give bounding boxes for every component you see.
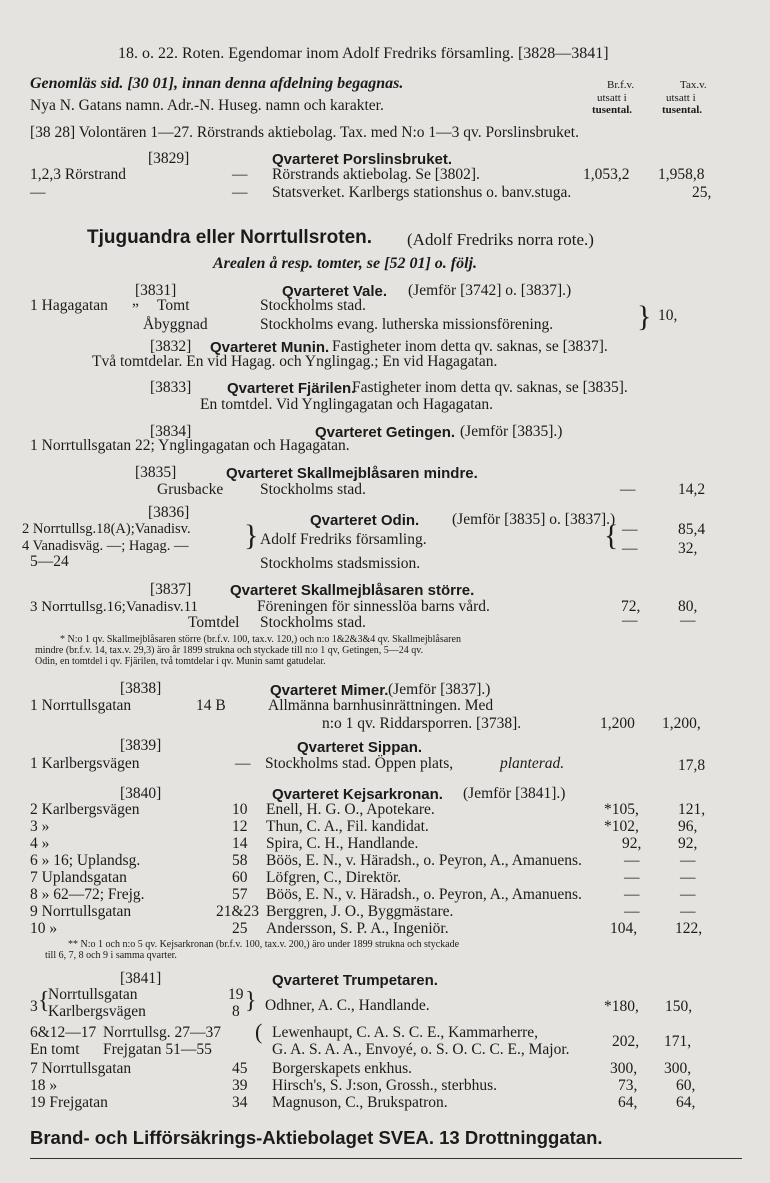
block-title-trumpetaren: Qvarteret Trumpetaren. [272, 972, 438, 989]
row-addr: 2 Karlbergsvägen [30, 801, 140, 818]
footnote-line: ** N:o 1 och n:o 5 qv. Kejsarkronan (br.f.v. 100, tax.v. 200,) äro under 1899 strukna och styckade [68, 939, 460, 950]
row-addr: 7 Norrtullsgatan [30, 1060, 132, 1077]
row-taxv: 121, [678, 801, 706, 818]
instruction-line: Genomläs sid. [30 01], innan denna afdelning begagnas. [30, 75, 404, 92]
block-ref-3834: [3834] [150, 423, 192, 440]
row-owner: Föreningen för sinnesslöa barns vård. [257, 598, 490, 615]
row-brfv: — [624, 869, 640, 886]
row-taxv: 1,958,8 [658, 166, 705, 183]
row-owner: Enell, H. G. O., Apotekare. [266, 801, 435, 818]
row-taxv: — [680, 903, 696, 920]
row-owner: Statsverket. Karlbergs stationshus o. banv.stuga. [272, 184, 572, 201]
section-title: Tjuguandra eller Norrtullsroten. [87, 227, 373, 248]
block-note: (Jemför [3742] o. [3837].) [408, 282, 572, 299]
row-addr: 3 » [30, 818, 50, 835]
row-brfv: 300, [610, 1060, 638, 1077]
row-owner: Böös, E. N., v. Häradsh., o. Peyron, A., Amanuens. [266, 852, 582, 869]
column-labels: Nya N. Gatans namn. Adr.-N. Huseg. namn och karakter. [30, 97, 384, 114]
row-addr: 4 » [30, 835, 50, 852]
block-text: En tomtdel. Vid Ynglingagatan och Hagagatan. [200, 396, 494, 413]
row-addr: 4 Vanadisväg. —; Hagag. — [22, 538, 189, 554]
row-taxv: 171, [664, 1033, 692, 1050]
brace: } [245, 988, 257, 1014]
col-header-tusental-1: tusental. [592, 104, 633, 116]
row-owner: n:o 1 qv. Riddarsporren. [3738]. [322, 715, 522, 732]
block-title-sippan: Qvarteret Sippan. [297, 739, 423, 756]
row-addr: Norrtullsg. 27—37 [103, 1024, 221, 1041]
row-owner: Stockholms stadsmission. [260, 555, 421, 572]
footnote-line: till 6, 7, 8 och 9 i samma qvarter. [45, 950, 177, 961]
row-dash: — [680, 612, 696, 629]
row-dash: — [622, 612, 638, 629]
row-addr: 9 Norrtullsgatan [30, 903, 132, 920]
row-num: 19 [228, 986, 244, 1003]
block-ref-3839: [3839] [120, 737, 162, 754]
row-type: Åbyggnad [143, 316, 208, 333]
block-ref-3840: [3840] [120, 785, 162, 802]
row-owner: Stockholms evang. lutherska missionsförening. [260, 316, 554, 333]
row-owner: Lewenhaupt, C. A. S. C. E., Kammarherre, [272, 1024, 539, 1041]
row-brfv: *102, [604, 818, 639, 835]
row-brfv: *180, [604, 998, 639, 1015]
block-note: Fastigheter inom detta qv. saknas, se [3835]. [352, 379, 628, 396]
row-addr: 8 » 62—72; Frejg. [30, 886, 145, 903]
row-owner: Borgerskapets enkhus. [272, 1060, 413, 1077]
row-brfv: — [624, 903, 640, 920]
row-addr: 1 Karlbergsvägen [30, 755, 140, 772]
block-note: (Jemför [3835] o. [3837].) [452, 511, 616, 528]
ditto-mark: „ [132, 292, 139, 309]
block-ref-3836: [3836] [148, 504, 190, 521]
row-owner: Odhner, A. C., Handlande. [265, 997, 430, 1014]
entry-3828: [38 28] Volontären 1—27. Rörstrands aktiebolag. Tax. med N:o 1—3 qv. Porslinsbruket. [30, 124, 579, 141]
block-title-skallmej-mindre: Qvarteret Skallmejblåsaren mindre. [226, 465, 478, 482]
row-owner-italic: planterad. [500, 755, 565, 772]
block-ref-3841: [3841] [120, 970, 162, 987]
block-ref-3829: [3829] [148, 150, 190, 167]
row-taxv: 150, [665, 998, 693, 1015]
row-taxv: 25, [692, 184, 712, 201]
footnote-line: Odin, en tomtdel i qv. Fjärilen, två tomtdelar i qv. Munin samt gatudelar. [35, 656, 326, 667]
row-owner: Berggren, J. O., Byggmästare. [266, 903, 454, 920]
block-text: 1 Norrtullsgatan 22; Ynglingagatan och Hagagatan. [30, 437, 350, 454]
row-num: 34 [232, 1094, 248, 1111]
row-addr: Norrtullsgatan [48, 986, 138, 1003]
col-header-tusental-2: tusental. [662, 104, 703, 116]
row-taxv: 10, [658, 307, 678, 324]
block-title-vale: Qvarteret Vale. [282, 283, 388, 300]
row-type: Tomt [157, 297, 190, 314]
section-title-paren: (Adolf Fredriks norra rote.) [407, 230, 594, 249]
row-owner: Magnuson, C., Brukspatron. [272, 1094, 448, 1111]
row-owner: G. A. S. A. A., Envoyé, o. S. O. C. C. E., Major. [272, 1041, 570, 1058]
footnote-line: * N:o 1 qv. Skallmejblåsaren större (br.f.v. 100, tax.v. 120,) och n:o 1&2&3&4 qv. Skallmejblåsaren [60, 634, 461, 645]
row-brfv: 73, [618, 1077, 638, 1094]
row-brfv: 72, [621, 598, 641, 615]
block-note: (Jemför [3841].) [463, 785, 566, 802]
row-addr: 6&12—17 [30, 1024, 97, 1041]
row-brfv: 202, [612, 1033, 640, 1050]
row-taxv: — [680, 852, 696, 869]
brace: } [637, 300, 652, 333]
row-brfv: 1,200 [600, 715, 635, 732]
row-brfv: *105, [604, 801, 639, 818]
row-num: 21&23 [216, 903, 260, 920]
block-title-mimer: Qvarteret Mimer. [270, 682, 389, 699]
row-dash: — [620, 481, 636, 498]
row-addr: 1 Norrtullsgatan [30, 697, 132, 714]
row-owner: Adolf Fredriks församling. [260, 531, 427, 548]
row-dash: — [622, 540, 638, 557]
row-dash: — [235, 755, 251, 772]
row-taxv: — [680, 869, 696, 886]
block-note: (Jemför [3835].) [460, 423, 563, 440]
row-taxv: 96, [678, 818, 698, 835]
col-header-brfv: Br.f.v. [607, 79, 635, 91]
row-owner: Hirsch's, S. J:son, Grossh., sterbhus. [272, 1077, 497, 1094]
row-taxv: 80, [678, 598, 698, 615]
row-num: 39 [232, 1077, 248, 1094]
brace: { [604, 519, 619, 552]
row-addr: 19 Frejgatan [30, 1094, 108, 1111]
row-taxv: — [680, 886, 696, 903]
footer-advertisement: Brand- och Lifförsäkrings-Aktiebolaget SVEA. 13 Drottninggatan. [30, 1127, 603, 1148]
row-dash: — [30, 184, 46, 201]
row-owner: Stockholms stad. [260, 614, 366, 631]
row-taxv: 1,200, [662, 715, 701, 732]
row-brfv: 92, [622, 835, 642, 852]
row-taxv: 60, [676, 1077, 696, 1094]
block-text: Två tomtdelar. En vid Hagag. och Ynglingag.; En vid Hagagatan. [92, 353, 498, 370]
row-num: 57 [232, 886, 248, 903]
col-header-utsatt-1: utsatt i [597, 92, 627, 104]
row-num: 60 [232, 869, 248, 886]
row-owner: Spira, C. H., Handlande. [266, 835, 419, 852]
row-brfv: — [624, 886, 640, 903]
col-header-utsatt-2: utsatt i [666, 92, 696, 104]
row-addr: Karlbergsvägen [48, 1003, 146, 1020]
block-title-munin: Qvarteret Munin. [210, 339, 330, 356]
row-taxv: 122, [675, 920, 703, 937]
row-owner: Thun, C. A., Fil. kandidat. [266, 818, 429, 835]
block-title-getingen: Qvarteret Getingen. [315, 424, 456, 441]
row-addr: Frejgatan 51—55 [103, 1041, 212, 1058]
row-num: 58 [232, 852, 248, 869]
row-num: 8 [232, 1003, 240, 1020]
row-addr: 1,2,3 Rörstrand [30, 166, 127, 183]
block-ref-3835: [3835] [135, 464, 177, 481]
row-addr: 6 » 16; Uplandsg. [30, 852, 141, 869]
row-taxv: 85,4 [678, 521, 706, 538]
block-ref-3831: [3831] [135, 282, 177, 299]
block-ref-3838: [3838] [120, 680, 162, 697]
row-addr: 5—24 [30, 553, 69, 570]
row-owner: Rörstrands aktiebolag. Se [3802]. [272, 166, 480, 183]
row-addr: En tomt [30, 1041, 80, 1058]
row-taxv: 17,8 [678, 757, 706, 774]
row-num: 14 [232, 835, 248, 852]
row-taxv: 92, [678, 835, 698, 852]
row-num: 25 [232, 920, 248, 937]
brace: { [38, 988, 50, 1014]
brace: ( [255, 1019, 263, 1044]
row-num: 45 [232, 1060, 248, 1077]
row-brfv: 1,053,2 [583, 166, 630, 183]
row-type: Tomtdel [188, 614, 240, 631]
row-taxv: 64, [676, 1094, 696, 1111]
row-owner: Löfgren, C., Direktör. [266, 869, 402, 886]
row-taxv: 14,2 [678, 481, 706, 498]
row-owner: Allmänna barnhusinrättningen. Med [268, 697, 494, 714]
block-title-fjarilen: Qvarteret Fjärilen. [227, 380, 356, 397]
footer-rule [30, 1158, 742, 1159]
row-pre: 3 [30, 998, 38, 1015]
block-title-porslinsbruket: Qvarteret Porslinsbruket. [272, 151, 453, 168]
brace: } [244, 519, 259, 552]
row-owner: Stockholms stad. [260, 481, 366, 498]
row-owner: Stockholms stad. [260, 297, 366, 314]
row-type: Grusbacke [157, 481, 224, 498]
row-addr: 2 Norrtullsg.18(A);Vanadisv. [22, 521, 191, 537]
block-note: Fastigheter inom detta qv. saknas, se [3837]. [332, 338, 608, 355]
row-addr: 1 Hagagatan [30, 297, 108, 314]
block-ref-3833: [3833] [150, 379, 192, 396]
block-title-skallmej-storre: Qvarteret Skallmejblåsaren större. [230, 582, 475, 599]
row-dash: — [622, 521, 638, 538]
row-brfv: — [624, 852, 640, 869]
row-dash: — [232, 184, 248, 201]
row-addr: 7 Uplandsgatan [30, 869, 127, 886]
block-ref-3837: [3837] [150, 581, 192, 598]
row-brfv: 104, [610, 920, 638, 937]
row-addr: 3 Norrtullsg.16;Vanadisv.11 [30, 599, 199, 615]
row-owner: Böös, E. N., v. Häradsh., o. Peyron, A., Amanuens. [266, 886, 582, 903]
col-header-taxv: Tax.v. [680, 79, 707, 91]
row-addr: 10 » [30, 920, 58, 937]
row-brfv: 64, [618, 1094, 638, 1111]
row-owner: Stockholms stad. Öppen plats, [265, 755, 454, 772]
page-header: 18. o. 22. Roten. Egendomar inom Adolf Fredriks församling. [3828—3841] [118, 45, 609, 62]
row-dash: — [232, 166, 248, 183]
row-num: 12 [232, 818, 248, 835]
block-title-odin: Qvarteret Odin. [310, 512, 420, 529]
row-owner: Andersson, S. P. A., Ingeniör. [266, 920, 449, 937]
block-title-kejsarkronan: Qvarteret Kejsarkronan. [272, 786, 443, 803]
row-num: 10 [232, 801, 248, 818]
block-note: (Jemför [3837].) [388, 681, 491, 698]
section-subtitle: Arealen å resp. tomter, se [52 01] o. följ. [213, 255, 477, 272]
row-addr: 18 » [30, 1077, 58, 1094]
block-ref-3832: [3832] [150, 338, 192, 355]
footnote-line: mindre (br.f.v. 14, tax.v. 29,3) äro år 1899 strukna och styckade till n:o 1 qv, Getingen, 5—24 qv. [35, 645, 424, 656]
row-taxv: 300, [664, 1060, 692, 1077]
row-taxv: 32, [678, 540, 698, 557]
row-num: 14 B [196, 697, 226, 714]
